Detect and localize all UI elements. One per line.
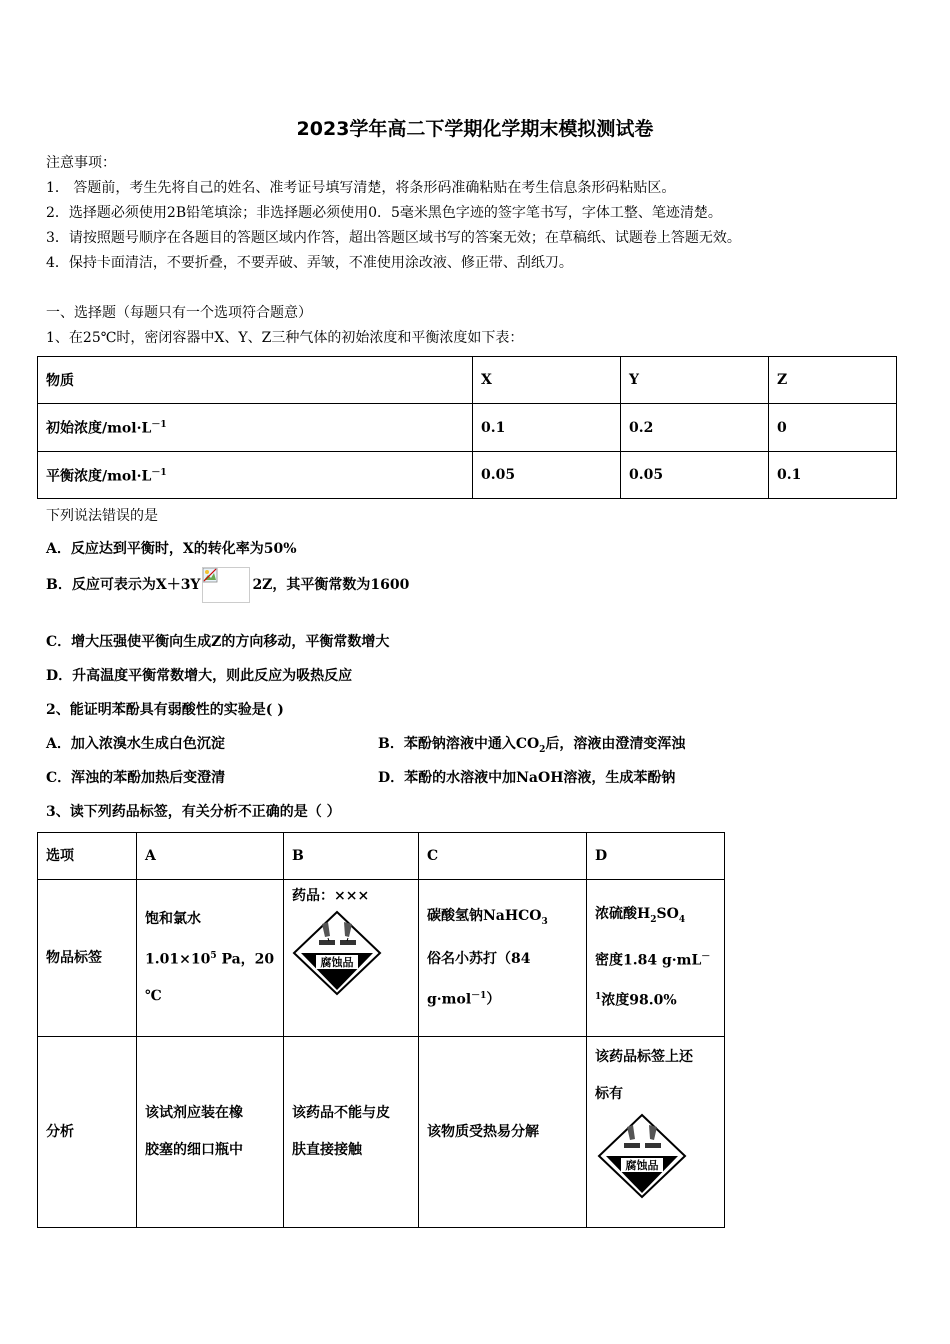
table-header: A — [137, 833, 284, 880]
label-c: 碳酸氢钠NaHCO$_3$ 俗名小苏打（84 g·mol$^{-1}$） — [419, 880, 587, 1037]
analysis-a: 该试剂应装在橡 胶塞的细口瓶中 — [137, 1037, 284, 1228]
row-label: 物品标签 — [38, 880, 137, 1037]
table-header: D — [587, 833, 725, 880]
svg-text:腐蚀品: 腐蚀品 — [320, 956, 354, 969]
section-heading: 一、选择题（每题只有一个选项符合题意） — [46, 305, 312, 321]
row-label: 初始浓度$/mol\cdot L^{-1}$ — [38, 404, 473, 452]
label-a: 饱和氯水 $1.01\times 10^5$ Pa，20 ℃ — [137, 880, 284, 1037]
option-a: A．反应达到平衡时，X的转化率为50% — [46, 541, 297, 557]
notice-item: 2．选择题必须使用2B铅笔填涂；非选择题必须使用0．5毫米黑色字迹的签字笔书写，字体工整、笔迹清楚。 — [46, 205, 722, 221]
table-cell: 0.05 — [621, 452, 769, 499]
svg-text:腐蚀品: 腐蚀品 — [625, 1159, 659, 1172]
analysis-b: 该药品不能与皮 肤直接接触 — [284, 1037, 419, 1228]
question-2-stem: 2、能证明苯酚具有弱酸性的实验是( ) — [46, 702, 284, 718]
row-label: 平衡浓度$/mol\cdot L^{-1}$ — [38, 452, 473, 499]
equilibrium-arrow-image — [202, 567, 250, 603]
notice-heading: 注意事项： — [46, 155, 116, 171]
analysis-c: 该物质受热易分解 — [419, 1037, 587, 1228]
table-header: Z — [769, 357, 897, 404]
label-d: 浓硫酸$H_2SO_4$ 密度1.84 g·mL－ $^1$浓度98.0% — [587, 880, 725, 1037]
table-row — [38, 880, 725, 1037]
table-cell: 0.2 — [621, 404, 769, 452]
option-c: C．增大压强使平衡向生成Z的方向移动，平衡常数增大 — [46, 634, 390, 650]
table-cell: 0.1 — [473, 404, 621, 452]
notice-item: 4．保持卡面清洁，不要折叠，不要弄破、弄皱，不准使用涂改液、修正带、刮纸刀。 — [46, 255, 573, 271]
analysis-d: 该药品标签上还 标有 腐蚀品 — [587, 1037, 725, 1228]
table-cell: 0 — [769, 404, 897, 452]
q2-option-d: D．苯酚的水溶液中加NaOH溶液，生成苯酚钠 — [378, 770, 676, 786]
table-header: C — [419, 833, 587, 880]
corrosive-hazard-icon — [292, 910, 382, 996]
question-3-stem: 3、读下列药品标签，有关分析不正确的是（ ） — [46, 804, 341, 820]
table-header: 物质 — [38, 357, 473, 404]
option-b: B．反应可表示为X＋3Y 2Z，其平衡常数为1600 — [46, 567, 409, 603]
table-header: 选项 — [38, 833, 137, 880]
table-header: X — [473, 357, 621, 404]
q2-option-a: A．加入浓溴水生成白色沉淀 — [46, 736, 225, 752]
q1-table — [37, 356, 897, 499]
table-header: Y — [621, 357, 769, 404]
row-label: 分析 — [38, 1037, 137, 1228]
corrosive-hazard-icon — [597, 1113, 687, 1199]
q2-option-c: C．浑浊的苯酚加热后变澄清 — [46, 770, 226, 786]
table-row — [38, 404, 897, 452]
table-row — [38, 452, 897, 499]
table-row — [38, 1037, 725, 1228]
q2-option-b: B．苯酚钠溶液中通入$CO_2$后，溶液由澄清变浑浊 — [378, 736, 686, 755]
question-prompt: 下列说法错误的是 — [46, 508, 158, 524]
page-title: 2023学年高二下学期化学期末模拟测试卷 — [296, 118, 654, 140]
table-cell: 0.05 — [473, 452, 621, 499]
table-header: B — [284, 833, 419, 880]
notice-item: 1． 答题前，考生先将自己的姓名、准考证号填写清楚，将条形码准确粘贴在考生信息条形码粘贴区。 — [46, 180, 676, 196]
label-b: 药品：××× 腐蚀品 — [284, 880, 419, 1037]
q3-table — [37, 832, 725, 1228]
option-d: D．升高温度平衡常数增大，则此反应为吸热反应 — [46, 668, 353, 684]
question-1-stem: 1、在25℃时，密闭容器中X、Y、Z三种气体的初始浓度和平衡浓度如下表： — [46, 330, 524, 346]
notice-item: 3．请按照题号顺序在各题目的答题区域内作答，超出答题区域书写的答案无效；在草稿纸、试题卷上答题无效。 — [46, 230, 741, 246]
table-cell: 0.1 — [769, 452, 897, 499]
